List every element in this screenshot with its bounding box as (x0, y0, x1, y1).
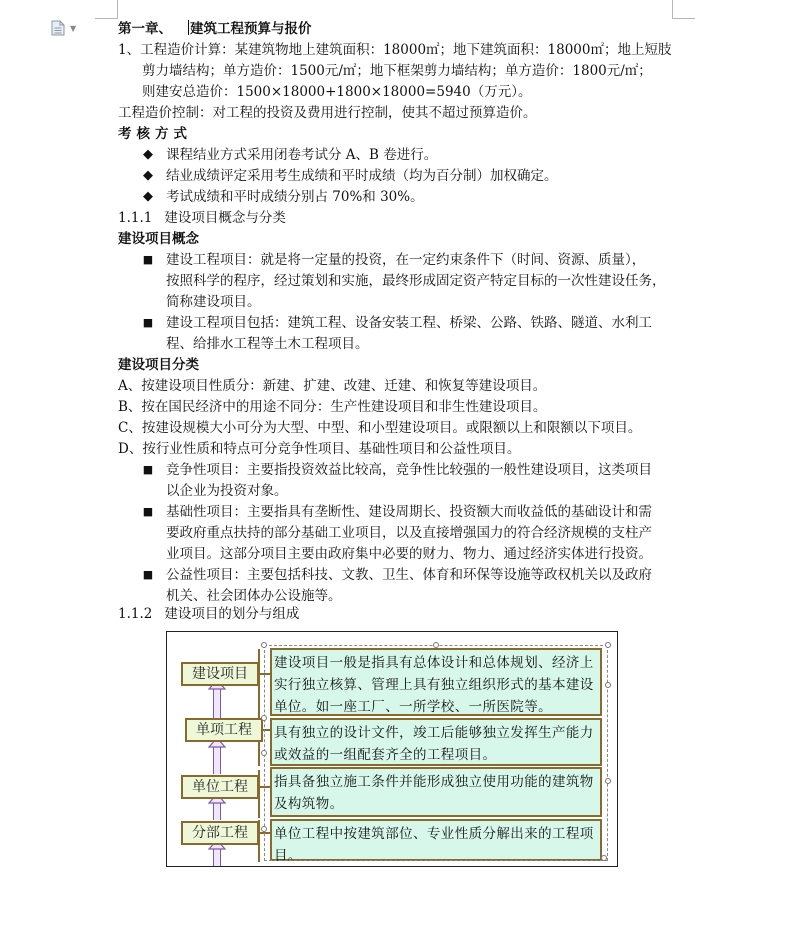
square-bullet-icon: ■ (142, 505, 154, 518)
diagram-desc-sub-project[interactable]: 单位工程中按建筑部位、专业性质分解出来的工程项目。 (270, 819, 602, 861)
section-title: 建设项目概念与分类 (164, 210, 286, 226)
bracket-connector (258, 786, 270, 788)
resize-handle[interactable] (261, 642, 267, 648)
text-cursor (188, 20, 189, 35)
diagram-label-single-project[interactable]: 单项工程 (185, 718, 263, 742)
assessment-item-1: 课程结业方式采用闭卷考试分 A、B 卷进行。 (166, 147, 438, 163)
basic-line-3: 业项目。这部分项目主要由政府集中必要的财力、物力、通过经济实体进行投资。 (166, 546, 652, 562)
resize-handle[interactable] (605, 682, 611, 688)
diagram-label-unit-project[interactable]: 单位工程 (181, 775, 259, 799)
resize-handle[interactable] (605, 642, 611, 648)
chevron-down-icon: ▼ (70, 23, 77, 33)
example-line-2: 剪力墙结构；单方造价：1500元/㎡；地下框架剪力墙结构；单方造价：1800元/㎡； (142, 63, 652, 79)
document-icon (51, 20, 65, 36)
example-line-3: 则建安总造价：1500×18000+1800×18000=5940（万元）。 (142, 84, 532, 100)
section-title: 建设项目的划分与组成 (164, 606, 300, 622)
concept-heading: 建设项目概念 (118, 231, 199, 247)
assessment-item-2: 结业成绩评定采用考生成绩和平时成绩（均为百分制）加权确定。 (166, 168, 558, 184)
competitive-line-2: 以企业为投资对象。 (166, 483, 288, 499)
margin-mark-top-left (95, 0, 118, 19)
square-bullet-icon: ■ (142, 253, 154, 266)
concept-bullet-1-line-3: 简称建设项目。 (166, 294, 261, 310)
diagram-desc-unit-project[interactable]: 指具备独立施工条件并能形成独立使用功能的建筑物及构筑物。 (270, 767, 602, 817)
public-line-2: 机关、社会团体办公设施等。 (166, 588, 342, 604)
classification-heading: 建设项目分类 (118, 357, 199, 373)
resize-handle[interactable] (261, 826, 267, 832)
square-bullet-icon: ■ (142, 463, 154, 476)
classification-item-a: A、按建设项目性质分：新建、扩建、改建、迁建、和恢复等建设项目。 (118, 378, 547, 394)
cost-control-text: 工程造价控制：对工程的投资及费用进行控制，使其不超过预算造价。 (118, 105, 537, 121)
square-bullet-icon: ■ (142, 316, 154, 329)
example-line-1: 1、工程造价计算：某建筑物地上建筑面积：18000㎡；地下建筑面积：18000㎡；地上短肢 (118, 42, 672, 58)
section-heading-1-1-1 (118, 208, 286, 228)
chapter-number: 第一章、 (118, 21, 172, 37)
resize-handle[interactable] (261, 715, 267, 721)
square-bullet-icon: ■ (142, 568, 154, 581)
competitive-line-1: 竞争性项目：主要指投资效益比较高，竞争性比较强的一般性建设项目，这类项目 (166, 462, 652, 478)
diagram-label-sub-project[interactable]: 分部工程 (181, 821, 259, 845)
basic-line-2: 要政府重点扶持的部分基础工业项目，以及直接增强国力的符合经济规模的支柱产 (166, 525, 652, 541)
classification-item-d: D、按行业性质和特点可分竞争性项目、基础性项目和公益性项目。 (118, 441, 521, 457)
classification-item-c: C、按建设规模大小可分为大型、中型、和小型建设项目。或限额以上和限额以下项目。 (118, 420, 642, 436)
public-line-1: 公益性项目：主要包括科技、文教、卫生、体育和环保等设施等政权机关以及政府 (166, 567, 652, 583)
concept-bullet-2-line-2: 程、给排水工程等土木工程项目。 (166, 336, 369, 352)
classification-item-b: B、按在国民经济中的用途不同分：生产性建设项目和非生性建设项目。 (118, 399, 547, 415)
up-arrow-icon (213, 744, 221, 774)
margin-mark-top-right (672, 0, 695, 19)
section-number: 1.1.1 (118, 210, 153, 226)
bracket-connector (258, 832, 270, 834)
diamond-bullet-icon: ◆ (143, 189, 153, 204)
basic-line-1: 基础性项目：主要指具有垄断性、建设周期长、投资额大而收益低的基础设计和需 (166, 504, 652, 520)
diamond-bullet-icon: ◆ (143, 147, 153, 162)
document-menu[interactable] (51, 20, 76, 36)
section-heading-1-1-2 (118, 604, 299, 624)
section-number: 1.1.2 (118, 606, 153, 622)
concept-bullet-2-line-1: 建设工程项目包括：建筑工程、设备安装工程、桥梁、公路、铁路、隧道、水利工 (166, 315, 652, 331)
diagram-label-project[interactable]: 建设项目 (181, 662, 259, 686)
concept-bullet-1-line-1: 建设工程项目：就是将一定量的投资，在一定约束条件下（时间、资源、质量）， (166, 252, 646, 268)
concept-bullet-1-line-2: 按照科学的程序，经过策划和实施，最终形成固定资产特定目标的一次性建设任务， (166, 273, 666, 289)
resize-handle[interactable] (261, 750, 267, 756)
assessment-heading: 考核方式 (118, 126, 192, 142)
resize-handle[interactable] (433, 642, 439, 648)
diamond-bullet-icon: ◆ (143, 168, 153, 183)
assessment-item-3: 考试成绩和平时成绩分别占 70%和 30%。 (166, 189, 424, 205)
chapter-heading (118, 19, 312, 39)
diagram-desc-project[interactable]: 建设项目一般是指具有总体设计和总体规划、经济上实行独立核算、管理上具有独立组织形式的基本建设单位。如一座工厂、一所学校、一所医院等。 (270, 648, 602, 716)
bracket-connector (258, 673, 270, 675)
diagram-desc-single-project[interactable]: 具有独立的设计文件，竣工后能够独立发挥生产能力或效益的一组配套齐全的工程项目。 (270, 718, 602, 766)
chapter-title: 建筑工程预算与报价 (190, 21, 312, 37)
resize-handle[interactable] (605, 778, 611, 784)
resize-handle[interactable] (601, 855, 607, 861)
up-arrow-icon (213, 686, 221, 718)
